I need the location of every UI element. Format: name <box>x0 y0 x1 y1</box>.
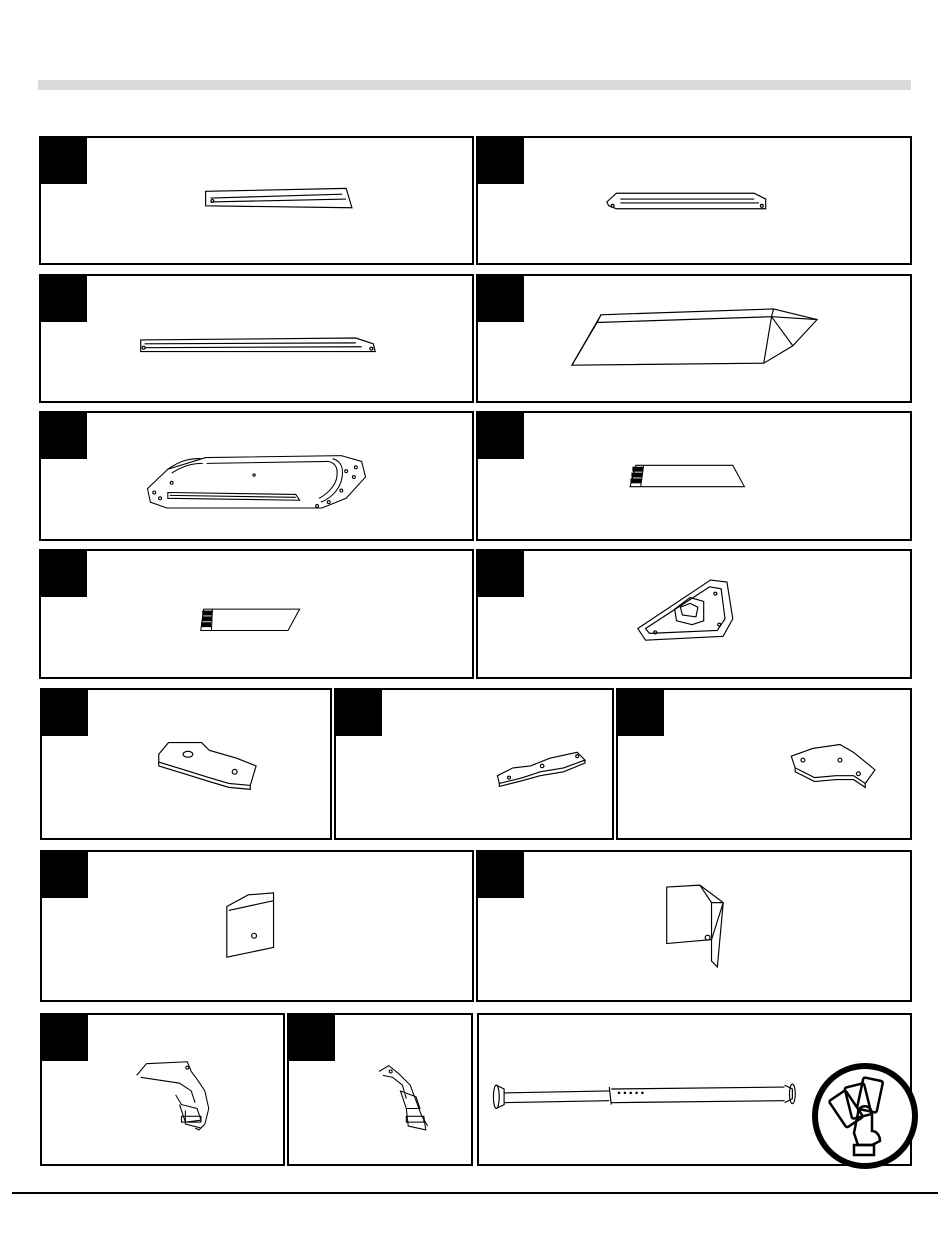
flat-bracket-corner-drawing <box>618 690 910 838</box>
corner-bracket-drawing <box>478 551 910 677</box>
flat-bracket-medium-drawing <box>336 690 612 838</box>
part-panel-15 <box>287 1013 473 1166</box>
flat-bracket-large-drawing <box>42 690 330 838</box>
angled-strip-b-drawing <box>41 551 472 677</box>
angled-strip-a-drawing <box>478 413 910 539</box>
canopy-roof-panel-drawing <box>478 276 910 401</box>
flat-plate-drawing <box>42 852 472 1000</box>
part-panel-7 <box>39 549 474 679</box>
part-panel-4 <box>476 274 912 403</box>
part-panel-8 <box>476 549 912 679</box>
bent-plate-drawing <box>478 852 910 1000</box>
base-frame-drawing <box>41 413 472 539</box>
clip-bracket-large-drawing <box>42 1015 283 1164</box>
part-panel-3 <box>39 274 474 403</box>
part-panel-1 <box>39 136 474 265</box>
part-panel-12 <box>40 850 474 1002</box>
short-rail-angled-drawing <box>41 138 472 263</box>
hand-holding-money-icon <box>810 1061 920 1171</box>
footer-rule <box>12 1192 938 1194</box>
clip-bracket-small-drawing <box>289 1015 471 1164</box>
part-panel-14 <box>40 1013 285 1166</box>
header-bar <box>38 80 911 90</box>
part-panel-2 <box>476 136 912 265</box>
part-panel-5 <box>39 411 474 541</box>
part-panel-6 <box>476 411 912 541</box>
part-panel-13 <box>476 850 912 1002</box>
part-panel-10 <box>334 688 614 840</box>
long-rail-drawing <box>41 276 472 401</box>
part-panel-11 <box>616 688 912 840</box>
short-rail-tabbed-drawing <box>478 138 910 263</box>
part-panel-9 <box>40 688 332 840</box>
